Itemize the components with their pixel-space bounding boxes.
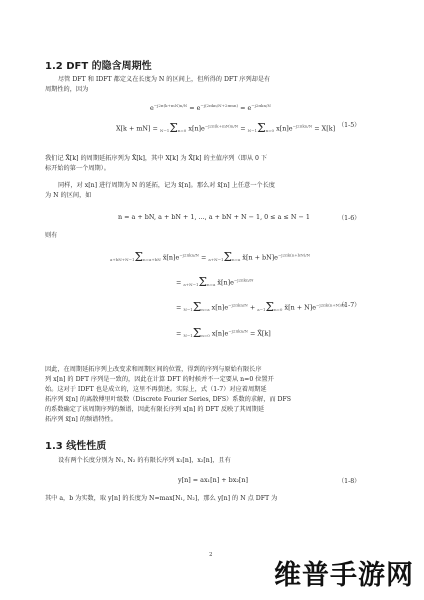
section-1-3-paragraph-2: 其中 a，b 为实数，取 y[n] 的长度为 N=max[N₁, N₂]，那么 y[n] 的 N 点 DFT 为 (45, 495, 278, 502)
paragraph-4-line-1: 因此，在周期延拓序列上改变求和周期区间的位置，得到的序列与原始有限长序 (45, 366, 262, 373)
equation-1-7-line-4: = N−1Σn=0 $x[n]e^{-j2\pi kn/N}$ = X̃[k] (176, 326, 271, 340)
paragraph-3-line-2: 为 N 的区间，如 (45, 192, 92, 199)
equation-label-1-6: （1-6） (338, 215, 361, 222)
equation-1-7-line-2: = a+N−1Σn=a $x̃[n]e^{-j2\pi kn/N}$ (176, 275, 254, 289)
site-watermark: 维普手游网 (274, 560, 414, 591)
paragraph-4-line-2: 列 x[n] 的 DFT 序列是一致的，因此在计算 DFT 的时候并不一定要从 n=0 位置开 (45, 376, 274, 383)
equation-1-7-line-3: = N−1Σn=a $x[n]e^{-j2\pi kn/N} + a-1\Sigma n=0$ x̃[n + $N]e^{-j2\pi k(n+N)/N}$ (176, 300, 346, 314)
equation-label-1-8: （1-8） (338, 478, 361, 485)
paragraph-2-line-1: 我们记 X̃[k] 的周期延拓序列为 X̃[k]，其中 X[k] 为 X̃[k] 的主值序列（即从 0 下 (45, 155, 268, 162)
equation-1-7-line-1: a+bN+N−1Σn=a+bN $x̃[n]e^{-j2\pi kn/N} = a+N-1\Sigma n=a$ x̃[n + $bN]e^{-j2\pi k(n+bN)/N}$ (110, 250, 311, 264)
equation-1-6: n = a + bN, a + bN + 1, ..., a + bN + N − 1, 0 ≤ a ≤ N − 1 (118, 213, 310, 221)
equation-1-5-top: $e^{-j2\pi(k+mN)n/N} = e^{-j(2\pi kn/N+2\pi mn)} = e^{-j2\pi kn/N}$ (150, 103, 271, 113)
equation-label-1-5: （1-5） (338, 122, 361, 129)
equation-1-8: y[n] = ax₁[n] + bx₂[n] (178, 476, 248, 484)
paragraph-1-line-2: 周期性的，因为 (45, 86, 89, 93)
section-1-3-paragraph-1: 设有两个长度分别为 N₁, N₂ 的有限长序列 x₁[n]，x₂[n]，且有 (58, 457, 231, 464)
paragraph-2-line-2: 标开始的第一个周期）。 (45, 165, 110, 172)
equation-1-5-bottom: X[k + mN] = N−1Σn=0 $x[n]e^{-j2\pi(k+mN)n/N} = N-1\Sigma n=0$ $x[n]e^{-j2\pi kn/N} = X[k]$ (116, 121, 336, 135)
paragraph-3-line-1: 同样，对 x[n] 进行周期为 N 的延拓，记为 x̃[n]。那么对 x̃[n] 上任意一个长度 (58, 182, 275, 189)
equation-label-1-7: （1-7） (338, 302, 361, 309)
paragraph-4-line-5: 的系数确定了该周期序列的频谱，因此有限长序列 x[n] 的 DFT 反映了其周期延 (45, 406, 265, 413)
paragraph-1-line-1: 尽管 DFT 和 IDFT 都定义在长度为 N 的区间上，但所得的 DFT 序列却是有 (58, 76, 271, 83)
section-title-1-2: 1.2 DFT 的隐含周期性 (45, 61, 152, 72)
then-have-text: 则有 (45, 232, 58, 239)
paragraph-4-line-6: 拓序列 x̃[n] 的频谱特性。 (45, 416, 117, 423)
paragraph-4-line-3: 始。这对于 IDFT 也是成立的，这里不再赘述。实际上，式（1-7）对应着周期延 (45, 386, 267, 393)
page-number: 2 (209, 552, 213, 558)
paragraph-4-line-4: 拓序列 x̃[n] 的离散傅里叶级数（Discrete Fourier Series, DFS）系数的求解，而 DFS (45, 396, 292, 403)
section-title-1-3: 1.3 线性性质 (45, 441, 107, 452)
